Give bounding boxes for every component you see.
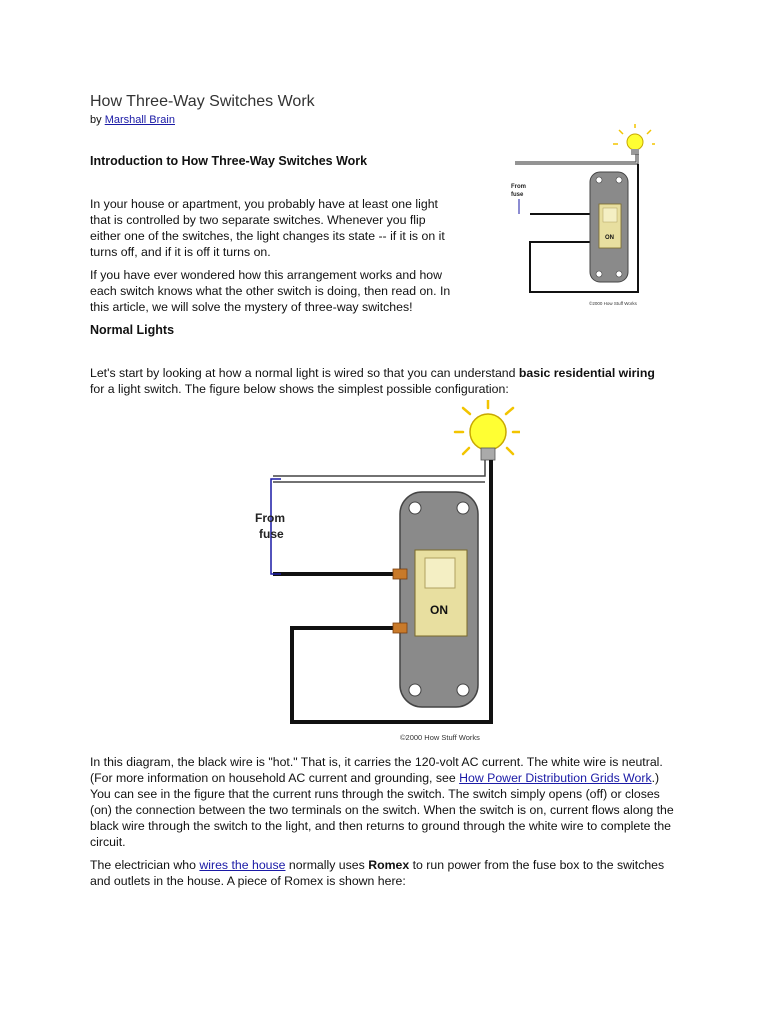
wires-the-house-link[interactable]: wires the house [199, 858, 286, 872]
text-segment: normally uses [285, 858, 369, 872]
author-link[interactable]: Marshall Brain [104, 114, 175, 126]
text-line: If you have ever wondered how this arrangement works and how [90, 268, 443, 282]
normal-lights-heading: Normal Lights [90, 323, 175, 337]
text-line: In your house or apartment, you probably have at least one light [90, 197, 438, 211]
switch-plate [590, 172, 628, 282]
text-line: turns off, and if it is off it turns on. [90, 245, 271, 259]
byline [90, 114, 175, 126]
bold-term: Romex [368, 858, 410, 872]
text-line: that is controlled by two separate switches. Whenever you flip [90, 213, 426, 227]
text-line: either one of the switches, the light changes its state -- if it is on it [90, 229, 445, 243]
text-segment: for a light switch. The figure below shows the simplest possible configuration: [90, 382, 509, 396]
from-label: From [511, 184, 526, 190]
power-grids-link[interactable]: How Power Distribution Grids Work [459, 771, 652, 785]
text-line: each switch knows what the other switch is doing, then read on. In [90, 284, 451, 298]
normal-paragraph-3 [90, 857, 670, 889]
text-segment: The electrician who [90, 858, 200, 872]
text-segment: to run power from the fuse box to the switches and outlets in the house. A piece of Romex is shown here: [90, 858, 665, 888]
byline-prefix: by [90, 114, 105, 126]
fuse-label: fuse [259, 527, 284, 541]
from-label: From [255, 511, 285, 525]
switch-on-label: ON [430, 603, 448, 617]
text-line: this article, we will solve the mystery of three-way switches! [90, 300, 413, 314]
bold-term: basic residential wiring [518, 366, 655, 380]
intro-paragraph-1 [90, 196, 480, 260]
intro-paragraph-2 [90, 267, 485, 315]
large-switch-diagram [245, 400, 520, 745]
copyright: ©2000 How Stuff Works [589, 301, 637, 306]
light-bulb-icon [613, 124, 655, 155]
white-wire [515, 154, 636, 162]
switch-on-label: ON [605, 235, 614, 241]
light-bulb-icon [455, 400, 520, 460]
normal-paragraph-1 [90, 365, 670, 397]
copyright: ©2000 How Stuff Works [400, 733, 480, 742]
text-segment: In this diagram, the black wire is "hot." That is, it carries the 120-volt AC current. The white wire is neutral. (For more information on household AC current and grounding, see [90, 755, 663, 785]
text-segment: Let's start by looking at how a normal light is wired so that you can understand [90, 366, 519, 380]
white-wire [273, 460, 485, 476]
fuse-label: fuse [511, 192, 524, 198]
normal-paragraph-2 [90, 754, 680, 850]
switch-plate [393, 492, 478, 707]
article-title: How Three-Way Switches Work [90, 93, 315, 110]
small-switch-diagram [505, 124, 655, 314]
text-segment: .) You can see in the figure that the current runs through the switch. The switch simply opens (off) or closes (on) the connection between the two terminals on the switch. When the switch is on, current flows along the black wire through the switch to the light, and then returns to ground through the white wire to complete the circuit. [90, 771, 674, 849]
intro-heading: Introduction to How Three-Way Switches Work [90, 154, 368, 168]
